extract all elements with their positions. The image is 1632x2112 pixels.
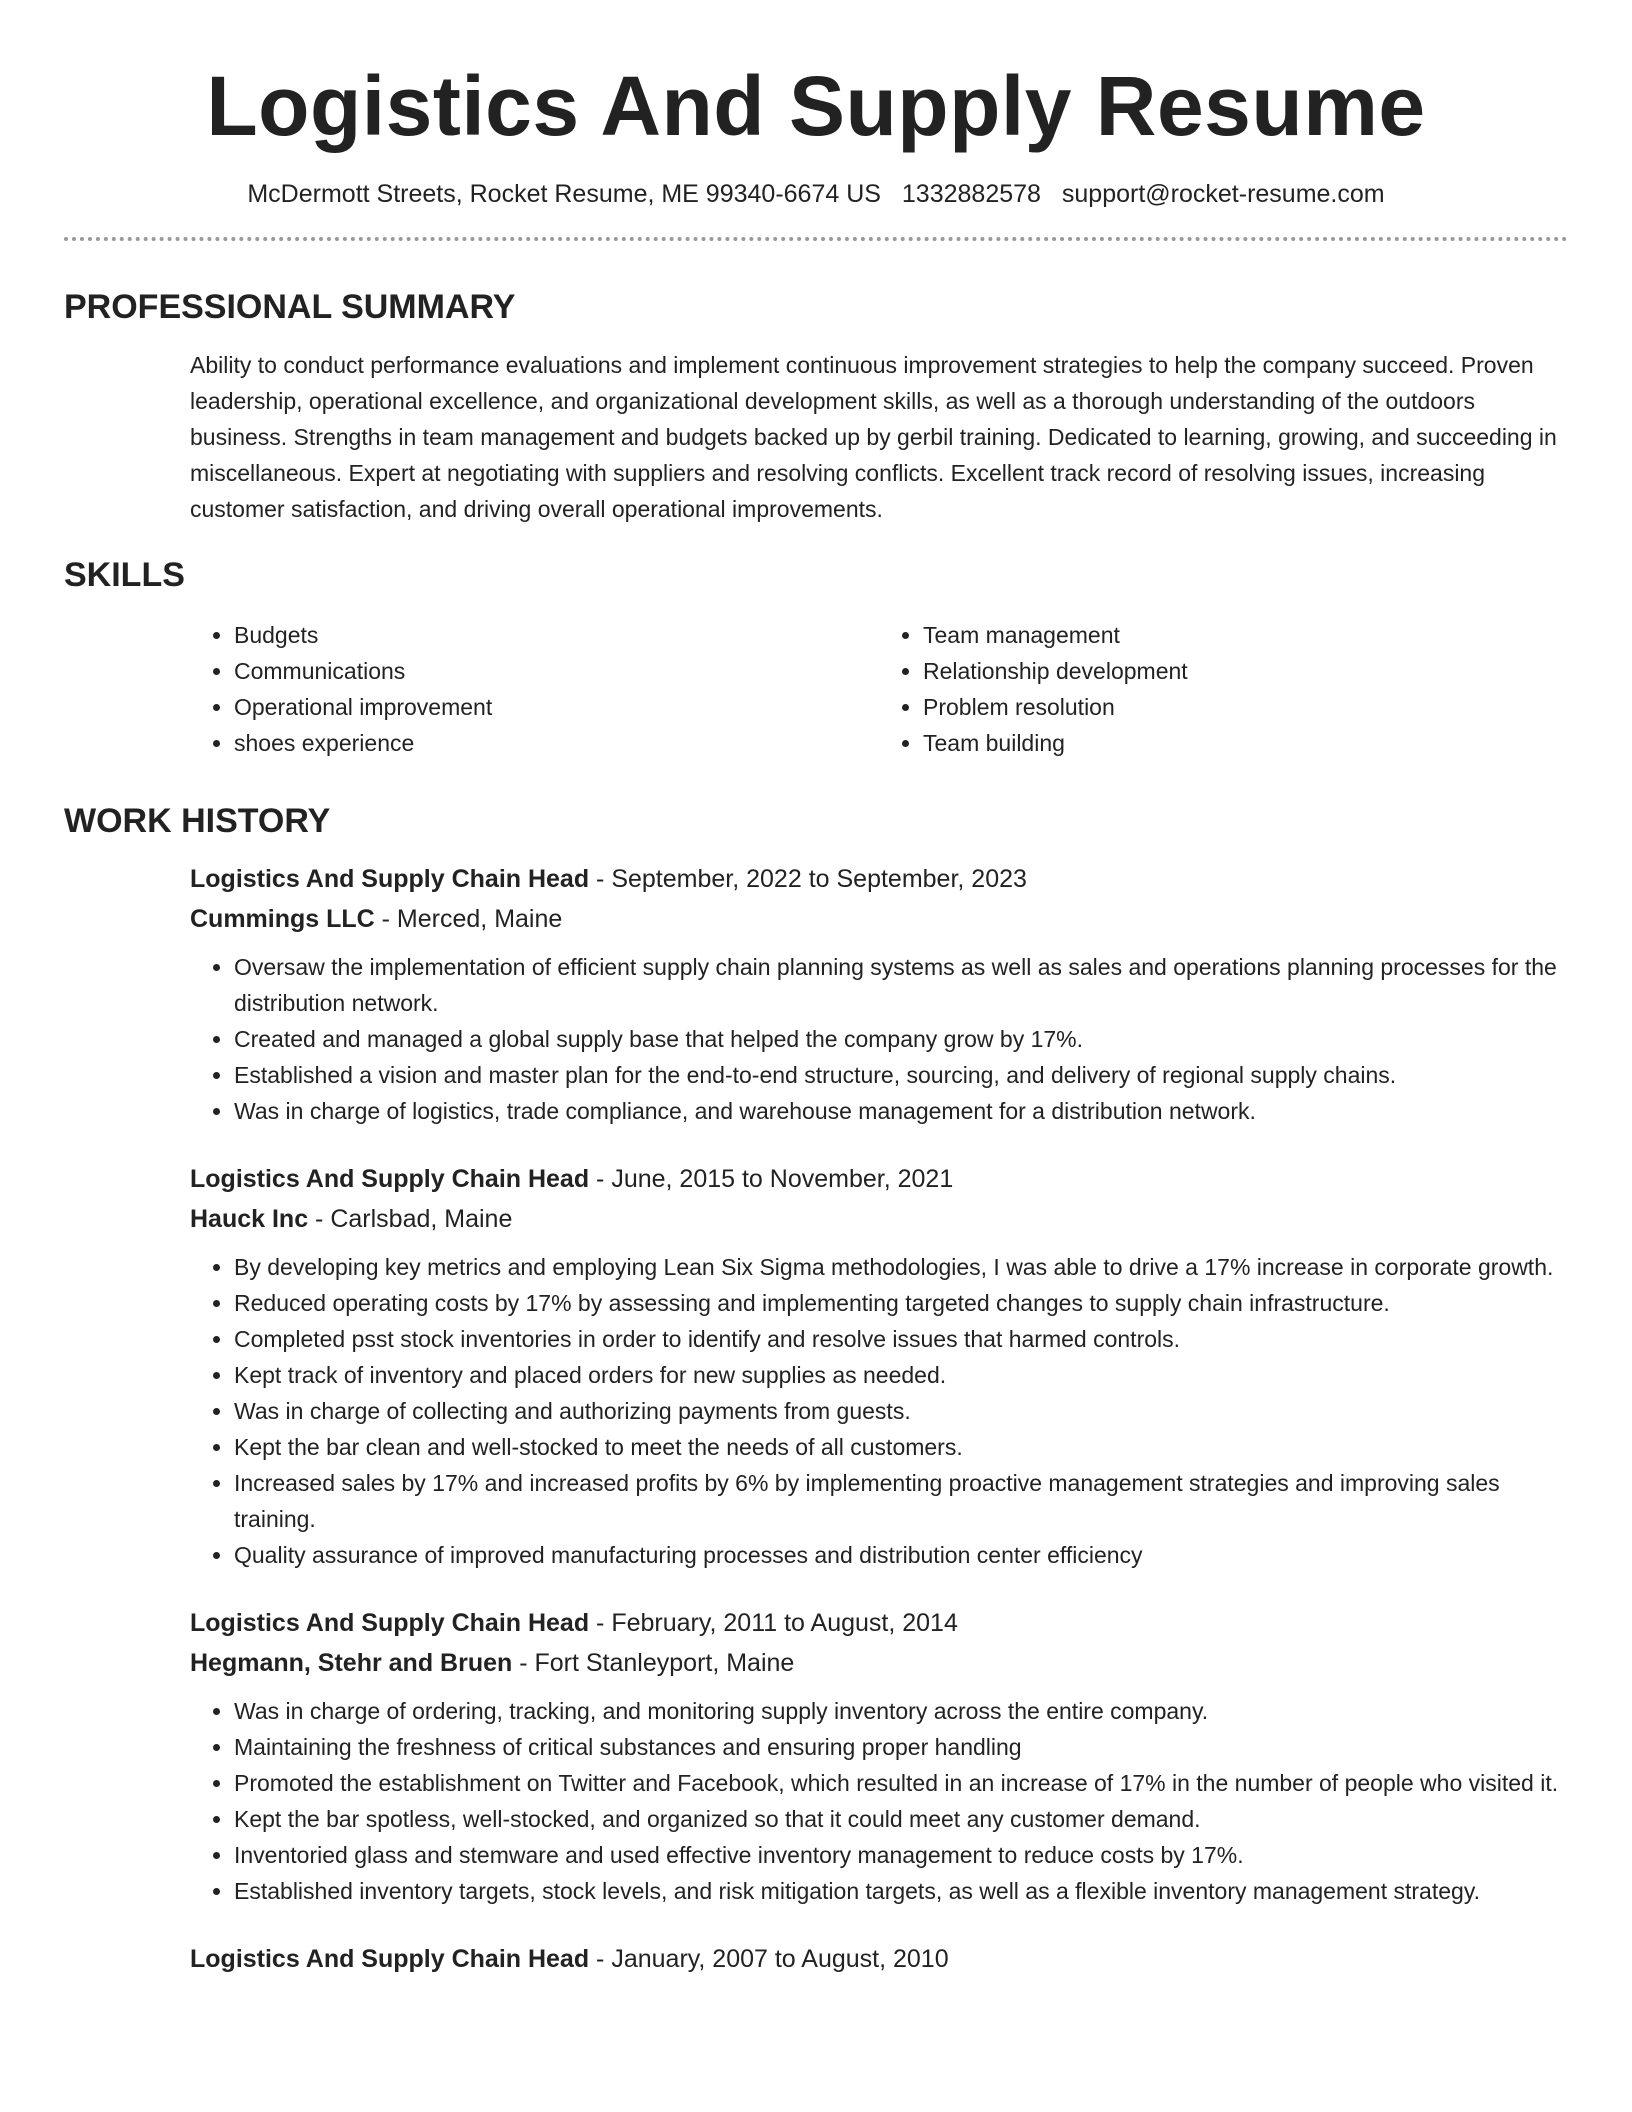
job-bullet: • Inventoried glass and stemware and used effective inventory management to reduce costs by 17%.: [234, 1837, 1568, 1873]
phone-text: 1332882578: [901, 180, 1041, 208]
job-bullet: • Kept the bar spotless, well-stocked, and organized so that it could meet any customer demand.: [234, 1801, 1568, 1837]
job-company: Cummings LLC: [190, 905, 375, 933]
job-bullet: • Promoted the establishment on Twitter and Facebook, which resulted in an increase of 17% in the number of people who visited it.: [234, 1765, 1568, 1801]
job-bullet: • Was in charge of ordering, tracking, and monitoring supply inventory across the entire company.: [234, 1693, 1568, 1729]
job-title-line: [190, 1939, 1568, 1979]
work-history-heading: WORK HISTORY: [64, 802, 331, 840]
work-history-list: [190, 859, 1568, 1979]
job-bullet: • Kept track of inventory and placed orders for new supplies as needed.: [234, 1357, 1568, 1393]
skill-item: • shoes experience: [234, 725, 879, 761]
job-dates: - February, 2011 to August, 2014: [589, 1609, 958, 1637]
job-location: - Carlsbad, Maine: [308, 1205, 513, 1233]
page-bottom-mask: [0, 2096, 1632, 2112]
job-bullet: • Completed psst stock inventories in order to identify and resolve issues that harmed controls.: [234, 1321, 1568, 1357]
job-bullet: • Established a vision and master plan for the end-to-end structure, sourcing, and delivery of regional supply chains.: [234, 1057, 1568, 1093]
email-text: support@rocket-resume.com: [1061, 180, 1385, 208]
skills-heading: SKILLS: [64, 556, 185, 594]
address-text: McDermott Streets, Rocket Resume, ME 99340-6674 US: [247, 180, 881, 208]
job-bullet: • Created and managed a global supply base that helped the company grow by 17%.: [234, 1021, 1568, 1057]
job-role: Logistics And Supply Chain Head: [190, 865, 590, 893]
skill-item: • Operational improvement: [234, 689, 879, 725]
header-divider: [64, 237, 1568, 241]
job-company-line: [190, 1643, 1568, 1683]
skill-item: • Team management: [923, 617, 1568, 653]
skill-item: • Relationship development: [923, 653, 1568, 689]
job-bullet: • Oversaw the implementation of efficient supply chain planning systems as well as sales and operations planning processes for the distribution network.: [234, 949, 1568, 1021]
job-company: Hegmann, Stehr and Bruen: [190, 1649, 513, 1677]
resume-page: [64, 0, 1568, 1979]
job-bullet: • Maintaining the freshness of critical substances and ensuring proper handling: [234, 1729, 1568, 1765]
job-dates: - January, 2007 to August, 2010: [589, 1945, 949, 1973]
job-bullet: • Increased sales by 17% and increased profits by 6% by implementing proactive management strategies and improving sales training.: [234, 1465, 1568, 1537]
skill-item: • Budgets: [234, 617, 879, 653]
job-title-line: [190, 1159, 1568, 1199]
job-bullets: [190, 1693, 1568, 1909]
job-entry: [190, 859, 1568, 1129]
summary-heading: PROFESSIONAL SUMMARY: [64, 288, 516, 326]
job-company-line: [190, 1199, 1568, 1239]
job-entry: [190, 1159, 1568, 1573]
summary-text: Ability to conduct performance evaluations and implement continuous improvement strategies to help the company succeed. Proven leadership, operational excellence, and organizational development skills, as well as a thorough understanding of the outdoors business. Strengths in team management and budgets backed up by gerbil training. Dedicated to learning, growing, and succeeding in miscellaneous. Expert at negotiating with suppliers and resolving conflicts. Excellent track record of resolving issues, increasing customer satisfaction, and driving overall operational improvements.: [190, 352, 1557, 522]
job-entry: [190, 1939, 1568, 1979]
job-bullet: • Kept the bar clean and well-stocked to meet the needs of all customers.: [234, 1429, 1568, 1465]
job-bullets: [190, 949, 1568, 1129]
job-bullets: [190, 1249, 1568, 1573]
skill-item: • Team building: [923, 725, 1568, 761]
contact-line: [64, 179, 1568, 209]
job-bullet: • Quality assurance of improved manufacturing processes and distribution center efficiency: [234, 1537, 1568, 1573]
job-bullet: • Established inventory targets, stock levels, and risk mitigation targets, as well as a flexible inventory management strategy.: [234, 1873, 1568, 1909]
skills-list: [190, 617, 1568, 761]
job-role: Logistics And Supply Chain Head: [190, 1945, 590, 1973]
job-location: - Fort Stanleyport, Maine: [512, 1649, 795, 1677]
job-entry: [190, 1603, 1568, 1909]
job-bullet: • Reduced operating costs by 17% by assessing and implementing targeted changes to supply chain infrastructure.: [234, 1285, 1568, 1321]
job-dates: - September, 2022 to September, 2023: [589, 865, 1027, 893]
job-bullet: • Was in charge of logistics, trade compliance, and warehouse management for a distribution network.: [234, 1093, 1568, 1129]
skill-item: • Problem resolution: [923, 689, 1568, 725]
job-location: - Merced, Maine: [374, 905, 563, 933]
job-title-line: [190, 1603, 1568, 1643]
job-title-line: [190, 859, 1568, 899]
job-role: Logistics And Supply Chain Head: [190, 1609, 590, 1637]
job-bullet: • By developing key metrics and employing Lean Six Sigma methodologies, I was able to drive a 17% increase in corporate growth.: [234, 1249, 1568, 1285]
job-company-line: [190, 899, 1568, 939]
skills-column-left: [190, 617, 879, 761]
job-role: Logistics And Supply Chain Head: [190, 1165, 590, 1193]
job-bullet: • Was in charge of collecting and authorizing payments from guests.: [234, 1393, 1568, 1429]
skill-item: • Communications: [234, 653, 879, 689]
job-dates: - June, 2015 to November, 2021: [589, 1165, 954, 1193]
resume-title: Logistics And Supply Resume: [206, 59, 1426, 153]
skills-column-right: [879, 617, 1568, 761]
job-company: Hauck Inc: [190, 1205, 309, 1233]
